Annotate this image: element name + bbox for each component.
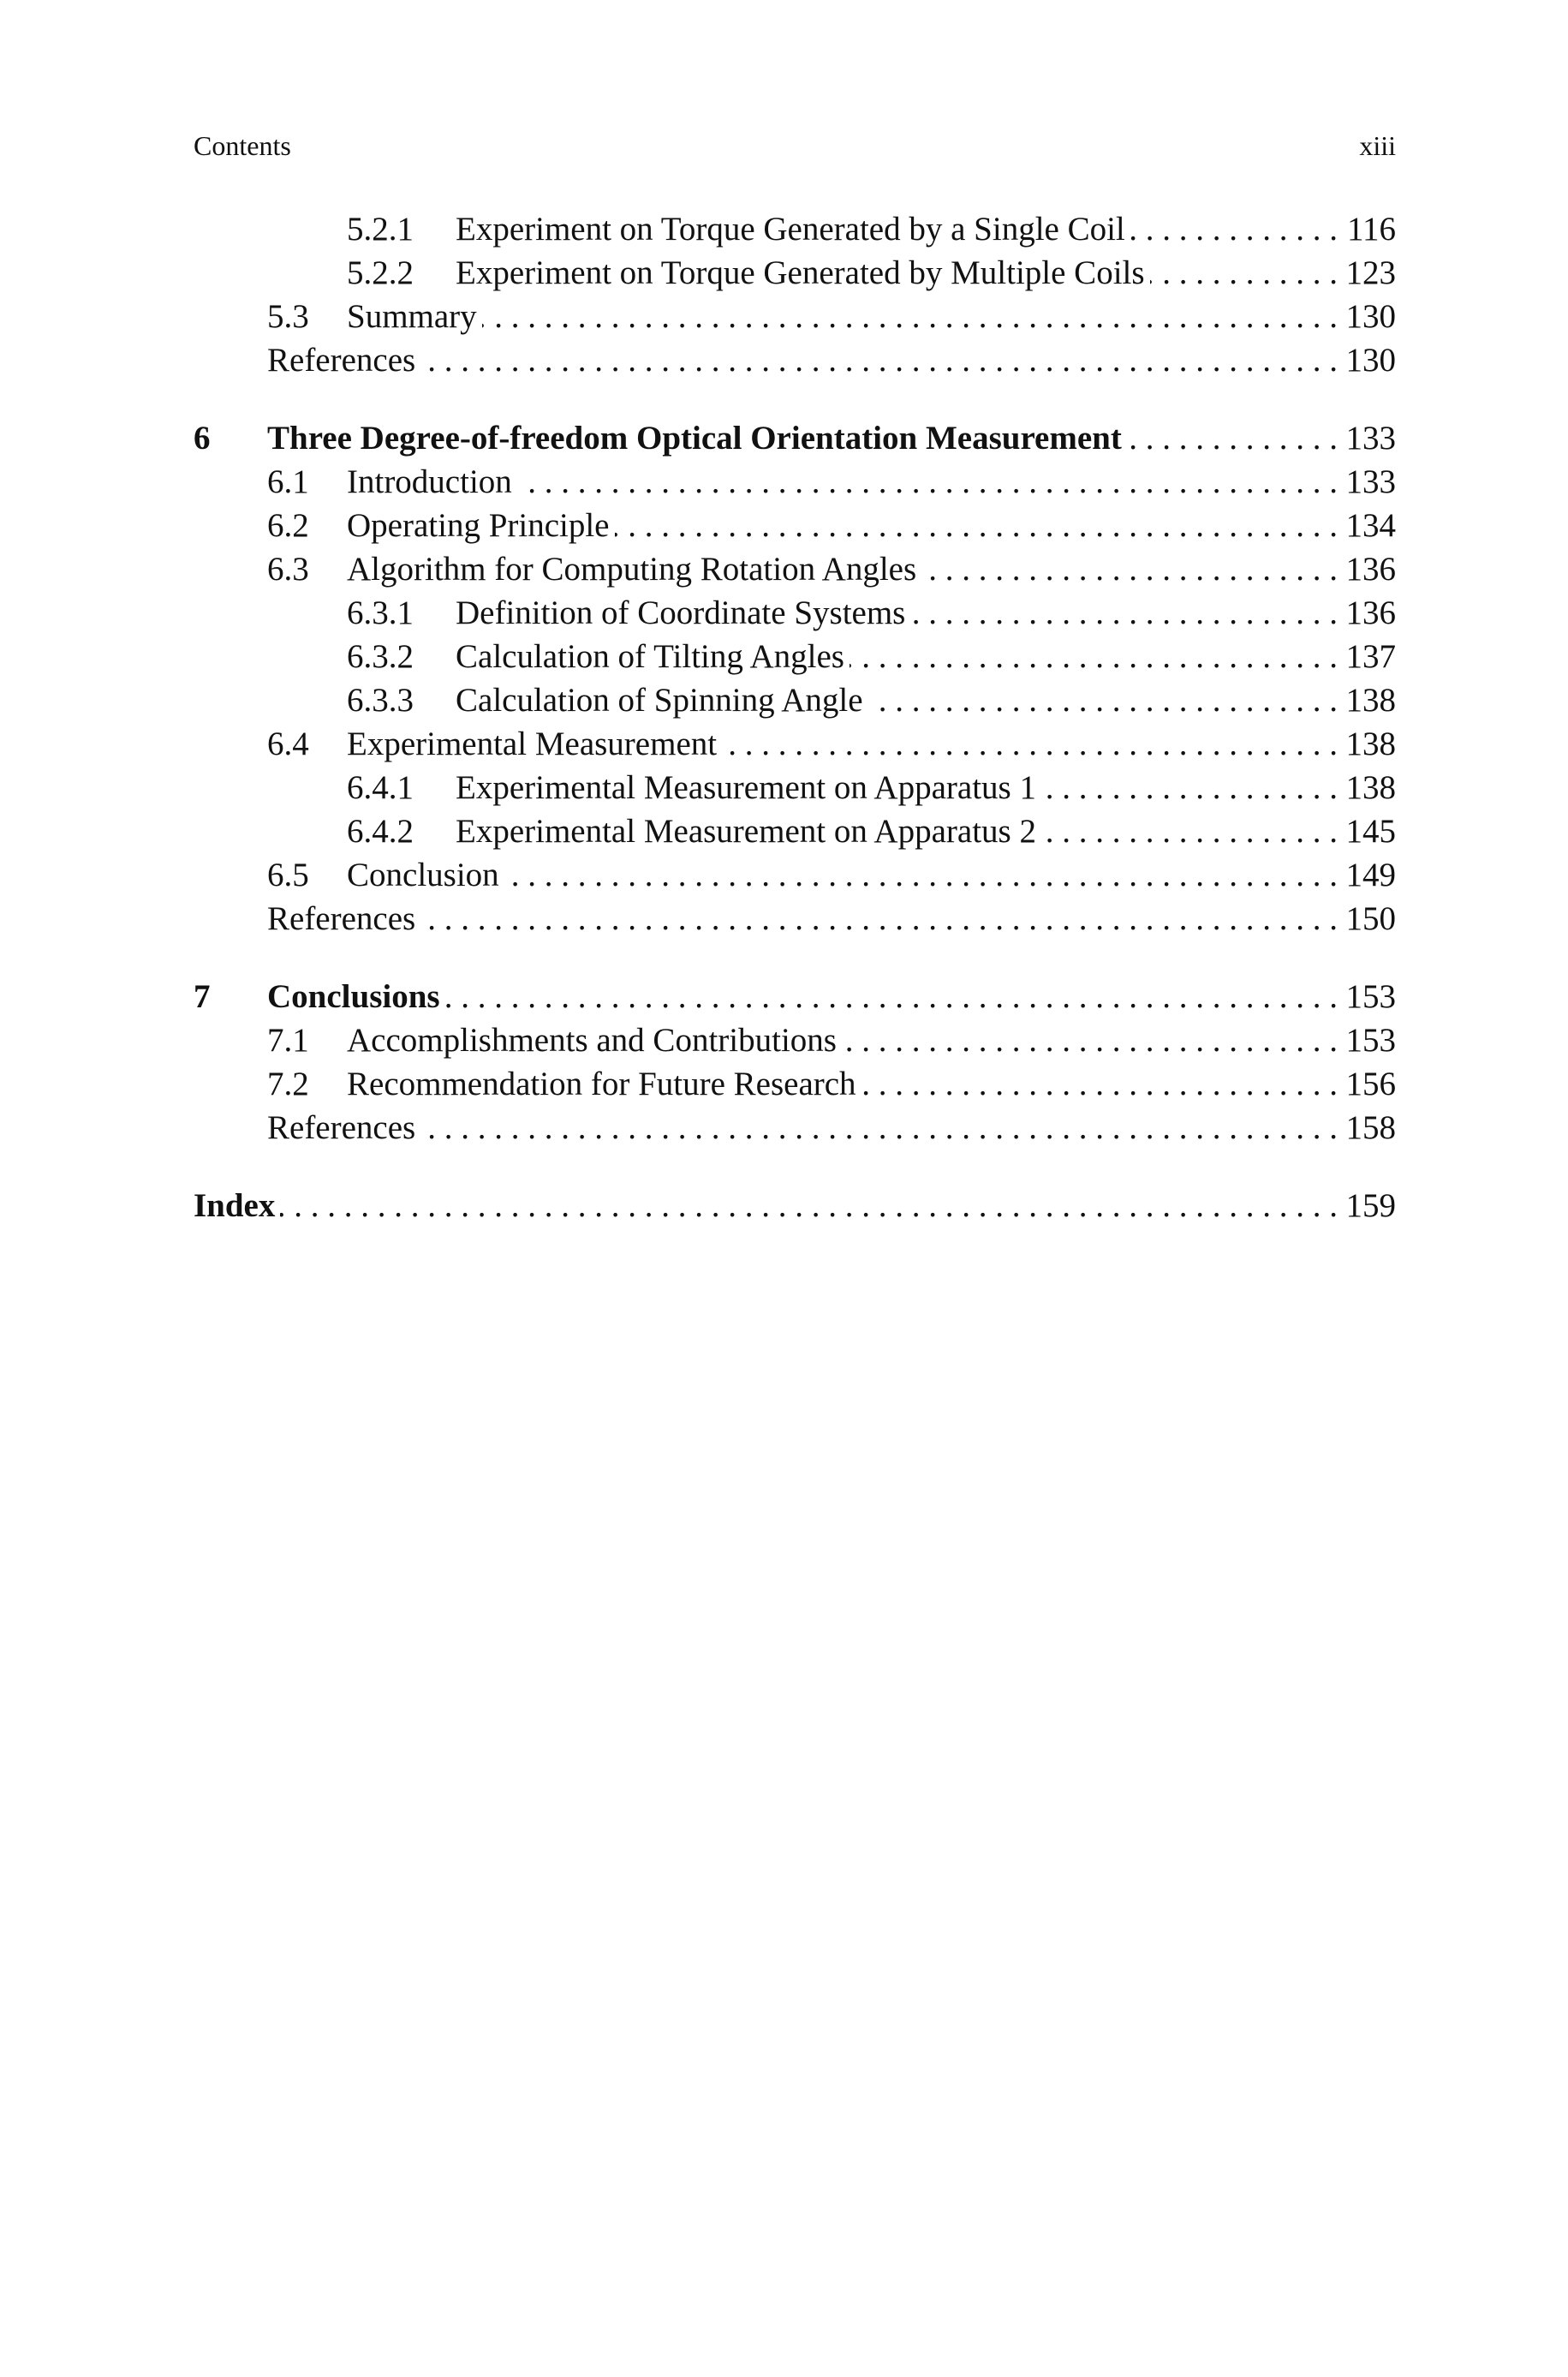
toc-leader-dots [420, 338, 1338, 382]
toc-entry-title: Operating Principle [347, 507, 610, 544]
toc-entry-page: 116 [1346, 211, 1396, 248]
toc-entry-title: Summary [347, 298, 477, 335]
toc-entry-title: Experiment on Torque Generated by a Single Coil [456, 211, 1125, 248]
toc-entry-page: 156 [1345, 1066, 1396, 1102]
toc-entry-number: 6.4 [267, 726, 309, 762]
toc-entry-section[interactable] [194, 547, 1396, 591]
toc-entry-page: 158 [1345, 1109, 1396, 1146]
toc-entry-subsection[interactable] [194, 678, 1396, 722]
toc-leader-dots [420, 1106, 1338, 1150]
toc-entry-subsection[interactable] [194, 251, 1396, 295]
toc-entry-page: 136 [1345, 551, 1396, 588]
toc-entry-page: 159 [1345, 1187, 1396, 1224]
toc-entry-number: 5.3 [267, 298, 309, 335]
toc-entry-subsection[interactable] [194, 207, 1396, 251]
toc-spacer [194, 1150, 1396, 1184]
toc-entry-page: 138 [1345, 726, 1396, 762]
toc-leader-dots [1150, 251, 1338, 295]
toc-leader-dots [850, 635, 1338, 678]
toc-entry-number: 6.3.2 [347, 638, 414, 675]
toc-entry-title: References [267, 1109, 416, 1146]
toc-entry-section[interactable] [194, 295, 1396, 338]
toc-entry-number: 6.3 [267, 551, 309, 588]
toc-leader-dots [517, 460, 1338, 504]
toc-entry-page: 138 [1345, 769, 1396, 806]
toc-entry-number: 7.2 [267, 1066, 309, 1102]
toc-entry-page: 145 [1345, 813, 1396, 850]
toc-entry-title: Experimental Measurement on Apparatus 2 [456, 813, 1036, 850]
toc-entry-subsection[interactable] [194, 809, 1396, 853]
toc-entry-number: 6.2 [267, 507, 309, 544]
toc-entry-page: 136 [1345, 594, 1396, 631]
toc-entry-number: 6.5 [267, 857, 309, 893]
table-of-contents [194, 207, 1396, 1227]
toc-leader-dots [1041, 766, 1338, 809]
toc-entry-page: 137 [1345, 638, 1396, 675]
toc-leader-dots [868, 678, 1338, 722]
toc-entry-title: Algorithm for Computing Rotation Angles [347, 551, 917, 588]
toc-entry-page: 123 [1345, 254, 1396, 291]
toc-leader-dots [722, 722, 1338, 766]
toc-entry-title: Calculation of Spinning Angle [456, 682, 863, 719]
toc-entry-refs[interactable] [194, 1106, 1396, 1150]
toc-entry-title: Conclusion [347, 857, 499, 893]
toc-entry-page: 130 [1345, 298, 1396, 335]
toc-entry-number: 5.2.2 [347, 254, 414, 291]
toc-entry-number: 7 [194, 978, 211, 1015]
toc-entry-subsection[interactable] [194, 766, 1396, 809]
toc-leader-dots [1130, 207, 1338, 251]
toc-entry-index[interactable] [194, 1184, 1396, 1227]
toc-leader-dots [280, 1184, 1338, 1227]
toc-entry-number: 6 [194, 420, 211, 457]
toc-entry-number: 6.4.2 [347, 813, 414, 850]
toc-entry-section[interactable] [194, 722, 1396, 766]
toc-leader-dots [445, 975, 1338, 1018]
toc-leader-dots [842, 1018, 1338, 1062]
toc-entry-page: 134 [1345, 507, 1396, 544]
page-number: xiii [1359, 130, 1396, 161]
toc-entry-title: Introduction [347, 463, 512, 500]
toc-entry-section[interactable] [194, 460, 1396, 504]
toc-entry-page: 130 [1345, 342, 1396, 379]
toc-entry-title: Experiment on Torque Generated by Multiple Coils [456, 254, 1145, 291]
toc-entry-section[interactable] [194, 853, 1396, 897]
toc-entry-title: Calculation of Tilting Angles [456, 638, 844, 675]
toc-entry-title: References [267, 900, 416, 937]
toc-entry-number: 7.1 [267, 1022, 309, 1059]
toc-entry-subsection[interactable] [194, 591, 1396, 635]
toc-entry-page: 133 [1345, 463, 1396, 500]
toc-leader-dots [482, 295, 1338, 338]
toc-leader-dots [921, 547, 1338, 591]
toc-entry-number: 6.1 [267, 463, 309, 500]
toc-entry-page: 138 [1345, 682, 1396, 719]
toc-leader-dots [504, 853, 1338, 897]
toc-entry-chapter[interactable] [194, 416, 1396, 460]
toc-entry-title: Experimental Measurement on Apparatus 1 [456, 769, 1036, 806]
toc-page [194, 127, 1396, 1227]
toc-entry-section[interactable] [194, 504, 1396, 547]
toc-entry-title: Three Degree-of-freedom Optical Orientation Measurement [267, 420, 1122, 457]
toc-entry-title: Accomplishments and Contributions [347, 1022, 837, 1059]
toc-leader-dots [1127, 416, 1338, 460]
toc-entry-page: 133 [1345, 420, 1396, 457]
toc-leader-dots [910, 591, 1338, 635]
toc-entry-title: Experimental Measurement [347, 726, 718, 762]
toc-leader-dots [615, 504, 1338, 547]
toc-spacer [194, 941, 1396, 975]
toc-entry-page: 153 [1345, 1022, 1396, 1059]
toc-spacer [194, 382, 1396, 416]
toc-entry-number: 6.3.3 [347, 682, 414, 719]
toc-entry-number: 6.3.1 [347, 594, 414, 631]
toc-entry-title: Recommendation for Future Research [347, 1066, 856, 1102]
toc-entry-title: References [267, 342, 416, 379]
toc-entry-section[interactable] [194, 1062, 1396, 1106]
toc-entry-chapter[interactable] [194, 975, 1396, 1018]
toc-entry-page: 149 [1345, 857, 1396, 893]
running-head [194, 127, 1396, 164]
toc-entry-page: 150 [1345, 900, 1396, 937]
toc-entry-number: 6.4.1 [347, 769, 414, 806]
toc-leader-dots [1041, 809, 1338, 853]
toc-leader-dots [420, 897, 1338, 941]
toc-leader-dots [862, 1062, 1338, 1106]
toc-entry-subsection[interactable] [194, 635, 1396, 678]
toc-entry-refs[interactable] [194, 897, 1396, 941]
toc-entry-page: 153 [1345, 978, 1396, 1015]
toc-entry-section[interactable] [194, 1018, 1396, 1062]
running-head-title: Contents [194, 130, 291, 161]
toc-entry-refs[interactable] [194, 338, 1396, 382]
toc-entry-title: Index [194, 1187, 276, 1224]
toc-entry-title: Definition of Coordinate Systems [456, 594, 906, 631]
toc-entry-title: Conclusions [267, 978, 440, 1015]
toc-entry-number: 5.2.1 [347, 211, 414, 248]
